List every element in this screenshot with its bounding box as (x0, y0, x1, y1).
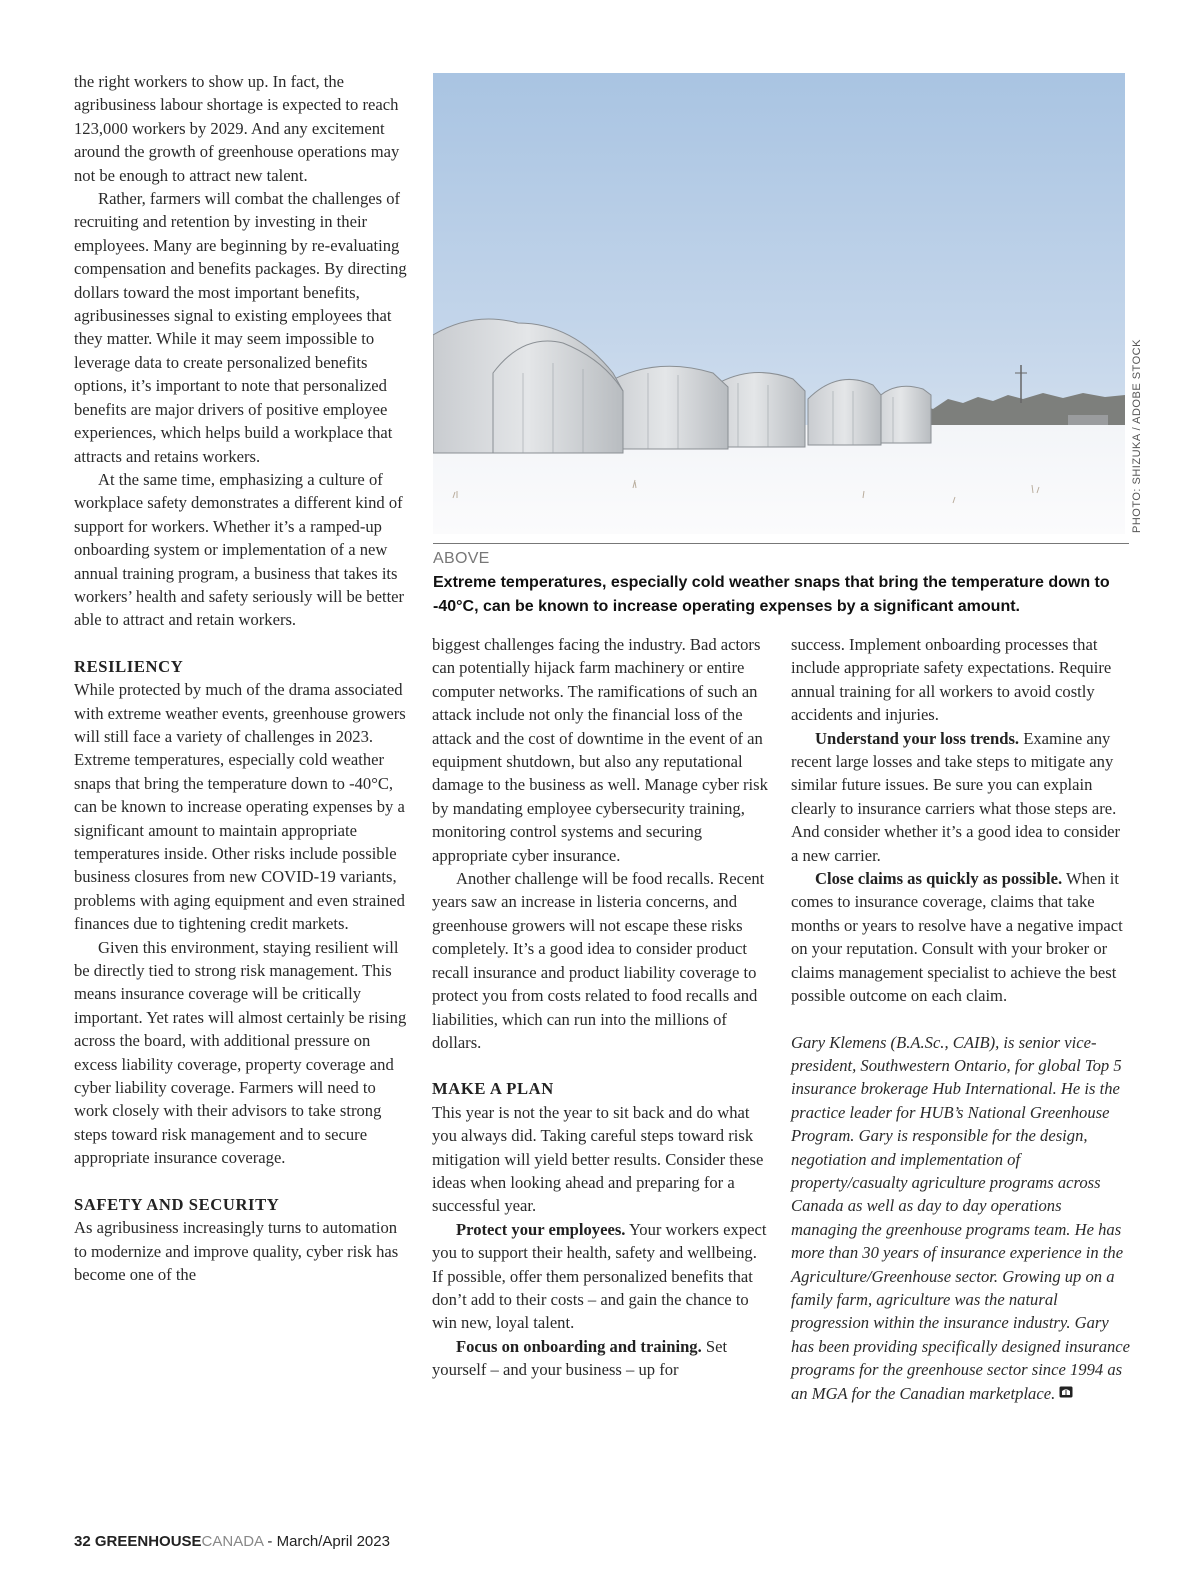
tip-text: Examine any recent large losses and take steps to mitigate any similar future issues. Be sure you can explain clearly to insurance carriers what those steps are. And consider whether it’s a good idea to consider a new carrier. (791, 728, 1121, 865)
paragraph: the right workers to show up. In fact, the agribusiness labour shortage is expected to reach 123,000 workers by 2029. And any excitement around the growth of greenhouse operations may not be enough to attract new talent. (74, 72, 400, 185)
caption-label: ABOVE (433, 550, 490, 567)
author-bio (791, 1031, 1131, 1406)
article-column-3 (791, 633, 1131, 1405)
paragraph: Another challenge will be food recalls. Recent years saw an increase in listeria concerns, and greenhouse growers will not escape these risks completely. It’s a good idea to consider product recall insurance and product liability coverage to protect you from costs related to food recalls and liabilities, which can run into the millions of dollars. (432, 869, 765, 1052)
magazine-country: CANADA (201, 1533, 264, 1550)
paragraph: This year is not the year to sit back and do what you always did. Taking careful steps toward risk mitigation will yield better results. Consider these ideas when looking ahead and preparing for a successful year. (432, 1102, 764, 1216)
paragraph: success. Implement onboarding processes that include appropriate safety expectations. Require annual training for all workers to avoid costly accidents and injuries. (791, 635, 1112, 725)
paragraph: While protected by much of the drama associated with extreme weather events, greenhouse growers will still face a variety of challenges in 2023. Extreme temperatures, especially cold weather snaps that bring the temperature down to -40°C, can be known to increase operating expenses by a significant amount to maintain appropriate temperatures inside. Other risks include possible business closures from new COVID-19 variants, problems with aging equipment and even strained finances due to tightening credit markets. (74, 680, 406, 934)
magazine-name: GREENHOUSE (94, 1533, 202, 1550)
photo-credit: PHOTO: SHIZUKA / ADOBE STOCK (1131, 339, 1143, 533)
article-column-1 (74, 70, 414, 1286)
tip-lead: Protect your employees. (456, 1219, 626, 1239)
section-heading-plan: MAKE A PLAN (432, 1079, 554, 1099)
page-footer (74, 1533, 390, 1550)
paragraph (791, 867, 1131, 1007)
tip-text: Set yourself – and your business – up for (432, 1336, 728, 1380)
page-number: 32 (74, 1533, 91, 1550)
article-column-2 (432, 633, 772, 1382)
paragraph: Rather, farmers will combat the challenges of recruiting and retention by investing in their employees. Many are beginning by re-evaluating compensation and benefits packages. By directing dollars toward the most important benefits, agribusinesses signal to existing employees that they matter. While it may seem impossible to leverage data to create personalized benefits options, it’s important to note that personalized benefits are major drivers of positive employee experiences, which helps build a workplace that attracts and retains workers. (74, 189, 407, 466)
tip-lead: Understand your loss trends. (815, 728, 1020, 748)
section-heading-safety: SAFETY AND SECURITY (74, 1194, 280, 1214)
paragraph: At the same time, emphasizing a culture of workplace safety demonstrates a different kind of support for workers. Whether it’s a ramped-up onboarding system or implementation of a new annual training program, a business that takes its workers’ health and safety seriously will be better able to attract and retain workers. (74, 469, 405, 630)
paragraph (791, 727, 1131, 867)
section-heading-resiliency: RESILIENCY (74, 656, 184, 676)
photo-caption: Extreme temperatures, especially cold weather snaps that bring the temperature down to -40°C, can be known to increase operating expenses by a significant amount. (433, 574, 1110, 615)
paragraph: As agribusiness increasingly turns to automation to modernize and improve quality, cyber risk has become one of the (74, 1218, 399, 1284)
issue-date: - March/April 2023 (267, 1533, 390, 1550)
caption-divider (433, 543, 1129, 544)
author-bio-text: Gary Klemens (B.A.Sc., CAIB), is senior vice-president, Southwestern Ontario, for global Top 5 insurance brokerage Hub International. He is the practice leader for HUB’s National Greenhouse Program. Gary is responsible for the design, negotiation and implementation of property/casualty agriculture programs across Canada as well as day to day operations managing the greenhouse programs team. He has more than 30 years of insurance experience in the Agriculture/Greenhouse sector. Growing up on a family farm, agriculture was the natural progression within the insurance industry. Gary has been providing specifically designed insurance programs for the greenhouse sector since 1994 as an MGA for the Canadian marketplace. (791, 1032, 1131, 1403)
paragraph: Given this environment, staying resilient will be directly tied to strong risk management. This means insurance coverage will be critically important. Yet rates will almost certainly be rising across the board, with additional pressure on excess liability coverage, property coverage and cyber liability coverage. Farmers will need to work closely with their advisors to take strong steps toward risk management and to secure appropriate insurance coverage. (74, 937, 407, 1168)
tip-text: Your workers expect you to support their health, safety and wellbeing. If possible, offer them personalized benefits that don’t add to their costs – and gain the chance to win new, loyal talent. (432, 1219, 767, 1333)
tip-lead: Close claims as quickly as possible. (815, 869, 1063, 889)
tip-lead: Focus on onboarding and training. (456, 1336, 702, 1356)
paragraph: biggest challenges facing the industry. Bad actors can potentially hijack farm machinery or entire computer networks. The ramifications of such an attack include not only the financial loss of the attack and the cost of downtime in the event of an equipment shutdown, but also any reputational damage to the business as well. Manage cyber risk by mandating employee cybersecurity training, monitoring control systems and securing appropriate cyber insurance. (432, 635, 768, 865)
paragraph (432, 1335, 772, 1382)
greenhouse-snow-photo (433, 73, 1125, 534)
paragraph (432, 1218, 772, 1335)
greenhouse-canada-logo-icon (1059, 1386, 1073, 1401)
tip-text: When it comes to insurance coverage, claims that take months or years to resolve have a negative impact on your reputation. Consult with your broker or claims management specialist to achieve the best possible outcome on each claim. (791, 869, 1123, 1006)
